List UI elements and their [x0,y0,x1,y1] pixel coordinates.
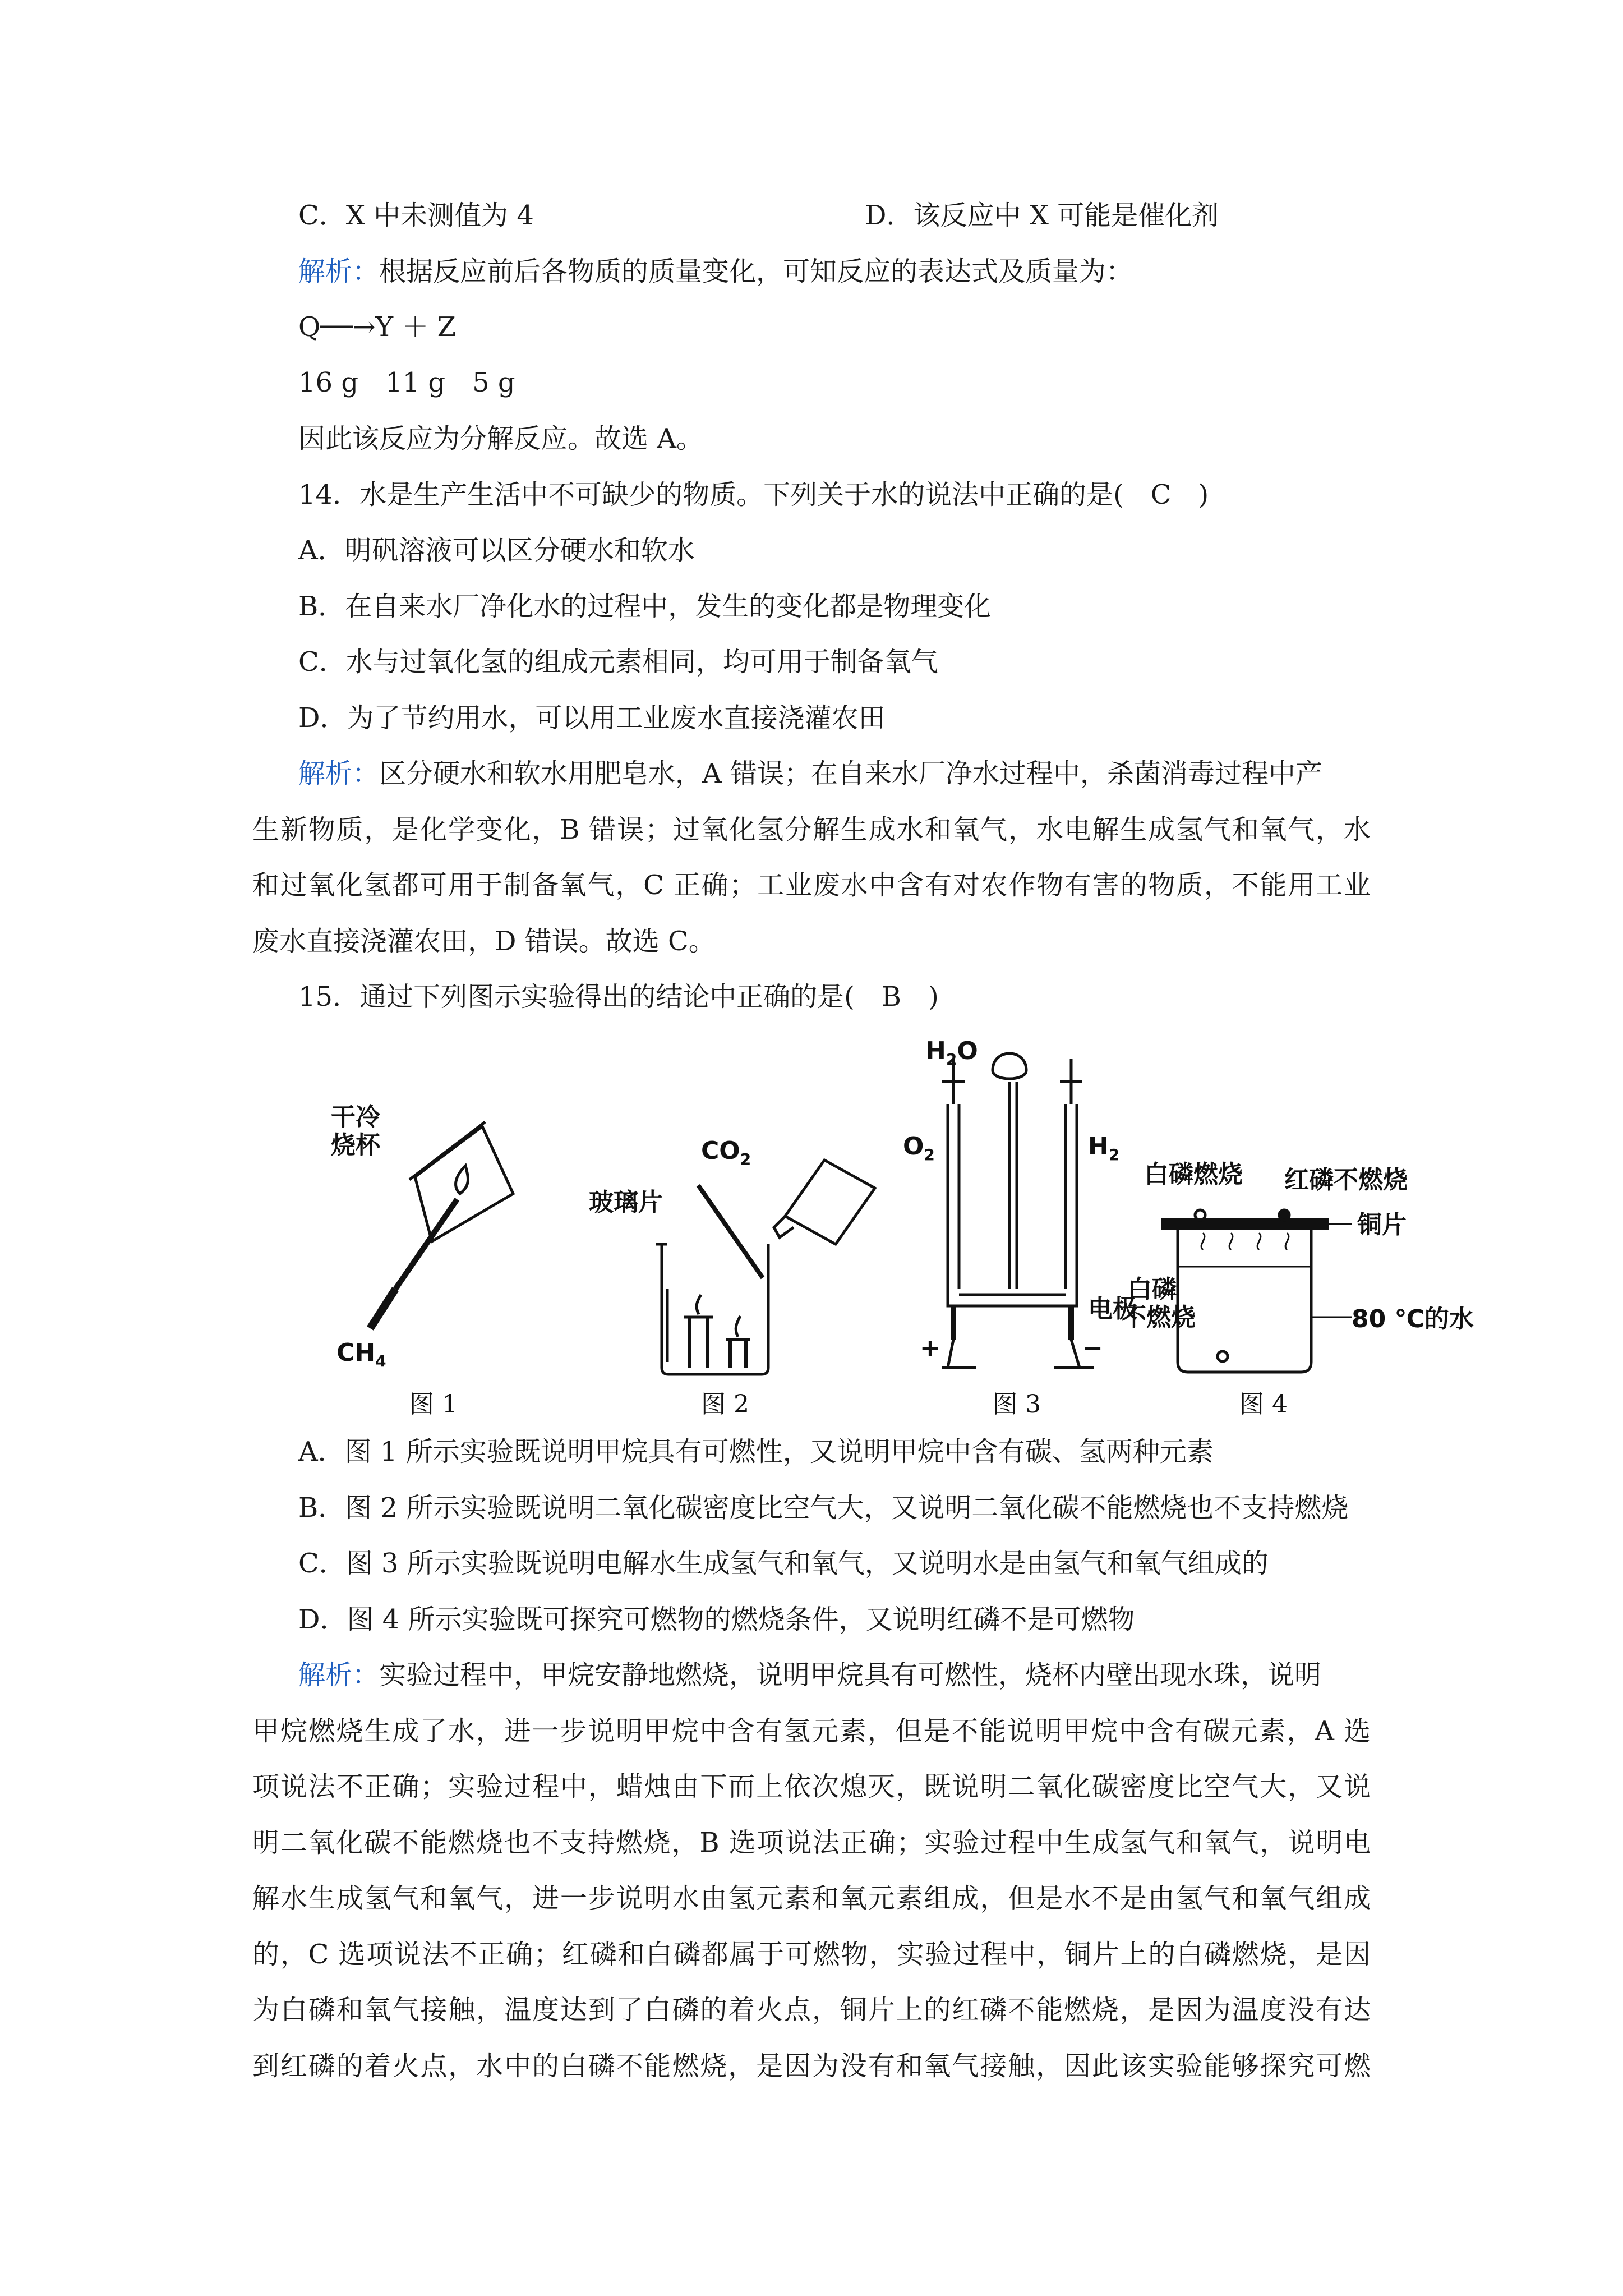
fig4-label-white-noburn-2: 不燃烧 [1122,1303,1196,1332]
q15-stem: 15．通过下列图示实验得出的结论中正确的是( B ) [298,981,939,1013]
fig4-label-red-noburn: 红磷不燃烧 [1284,1166,1408,1194]
fig1-caption: 图 1 [409,1390,458,1419]
q13-masses: 16 g 11 g 5 g [298,367,515,398]
q15-analysis-line: 为白磷和氧气接触，温度达到了白磷的着火点，铜片上的红磷不能燃烧，是因为温度没有达 [252,1994,1371,2026]
fig1-beaker-and-flame [370,1122,513,1328]
analysis-label: 解析： [298,758,380,789]
q13-equation: Q──→Y ＋ Z [298,311,456,343]
q14-option-a: A．明矾溶液可以区分硬水和软水 [298,535,695,566]
q15-option-d: D．图 4 所示实验既可探究可燃物的燃烧条件，又说明红磷不是可燃物 [298,1604,1135,1635]
fig3-label-o2: $O_2$ [903,1132,935,1164]
fig3-label-plus: + [920,1334,940,1363]
q15-analysis-line: 解水生成氢气和氧气，进一步说明水由氢元素和氧元素组成，但是水不是由氢气和氧气组成 [252,1883,1371,1914]
fig3-electrolysis-apparatus [942,1053,1094,1368]
q15-analysis-line: 甲烷燃烧生成了水，进一步说明甲烷中含有氢元素，但是不能说明甲烷中含有碳元素，A 选 [252,1715,1371,1747]
fig1-label-ch4: $CH_4$ [336,1338,386,1370]
q15-analysis-line: 项说法不正确；实验过程中，蜡烛由下而上依次熄灭，既说明二氧化碳密度比空气大，又说 [252,1771,1371,1802]
q14-analysis-line: 和过氧化氢都可用于制备氧气，C 正确；工业废水中含有对农作物有害的物质，不能用工业 [252,869,1371,901]
fig4-beaker-with-copper-plate [1161,1210,1352,1372]
q14-analysis [298,757,1322,790]
fig4-label-water: 80 ℃的水 [1352,1305,1474,1333]
analysis-text: 根据反应前后各物质的质量变化，可知反应的表达式及质量为： [379,256,1133,287]
q14-option-b: B．在自来水厂净化水的过程中，发生的变化都是物理变化 [298,591,992,622]
q13-option-c: C．X 中未测值为 4 [298,200,534,231]
q15-option-b: B．图 2 所示实验既说明二氧化碳密度比空气大，又说明二氧化碳不能燃烧也不支持燃烧 [298,1492,1349,1524]
q14-option-d: D．为了节约用水，可以用工业废水直接浇灌农田 [298,702,886,734]
q15-analysis-line: 到红磷的着火点，水中的白磷不能燃烧，是因为没有和氧气接触，因此该实验能够探究可燃 [252,2050,1371,2082]
q14-analysis-line: 生新物质，是化学变化，B 错误；过氧化氢分解生成水和氧气，水电解生成氢气和氧气，水 [252,814,1371,845]
q13-option-d: D．该反应中 X 可能是催化剂 [865,200,1219,231]
fig2-cylinder-and-candles [656,1160,875,1374]
q13-conclusion: 因此该反应为分解反应。故选 A。 [298,423,703,454]
experiment-diagrams [297,1025,1474,1429]
fig1-label-beaker-1: 干冷 [331,1103,380,1131]
fig4-caption: 图 4 [1239,1390,1288,1419]
fig3-label-h2: $H_2$ [1088,1132,1120,1164]
q15-option-a: A．图 1 所示实验既说明甲烷具有可燃性，又说明甲烷中含有碳、氢两种元素 [298,1436,1214,1467]
fig4-label-white-burn: 白磷燃烧 [1144,1160,1243,1189]
q13-analysis [298,255,1133,288]
fig4-label-white-noburn-1: 白磷 [1127,1275,1177,1304]
fig2-label-co2: $CO_2$ [701,1137,751,1168]
analysis-text: 区分硬水和软水用肥皂水，A 错误；在自来水厂净水过程中，杀菌消毒过程中产 [379,758,1322,789]
analysis-label: 解析： [298,256,380,287]
fig3-label-minus: − [1082,1334,1103,1363]
q15-option-c: C．图 3 所示实验既说明电解水生成氢气和氧气，又说明水是由氢气和氧气组成的 [298,1548,1269,1579]
analysis-label: 解析： [298,1659,380,1691]
analysis-text: 实验过程中，甲烷安静地燃烧，说明甲烷具有可燃性，烧杯内壁出现水珠，说明 [379,1659,1322,1691]
q14-analysis-line: 废水直接浇灌农田，D 错误。故选 C。 [252,926,716,957]
fig3-label-h2o: $H_2O$ [925,1037,978,1069]
q14-stem: 14．水是生产生活中不可缺少的物质。下列关于水的说法中正确的是( C ) [298,479,1209,510]
fig4-label-copper: 铜片 [1357,1211,1407,1239]
fig1-label-beaker-2: 烧杯 [331,1131,380,1159]
q15-analysis-line: 的，C 选项说法不正确；红磷和白磷都属于可燃物，实验过程中，铜片上的白磷燃烧，是因 [252,1939,1371,1970]
q15-analysis [298,1658,1321,1692]
q14-option-c: C．水与过氧化氢的组成元素相同，均可用于制备氧气 [298,646,938,678]
q15-analysis-line: 明二氧化碳不能燃烧也不支持燃烧，B 选项说法正确；实验过程中生成氢气和氧气，说明电 [252,1827,1371,1858]
fig3-caption: 图 3 [993,1390,1041,1419]
experiment-figure [297,1025,1474,1429]
fig2-label-glass: 玻璃片 [589,1188,663,1217]
fig3-label-electrode: 电极 [1088,1295,1137,1323]
fig2-caption: 图 2 [701,1390,749,1419]
